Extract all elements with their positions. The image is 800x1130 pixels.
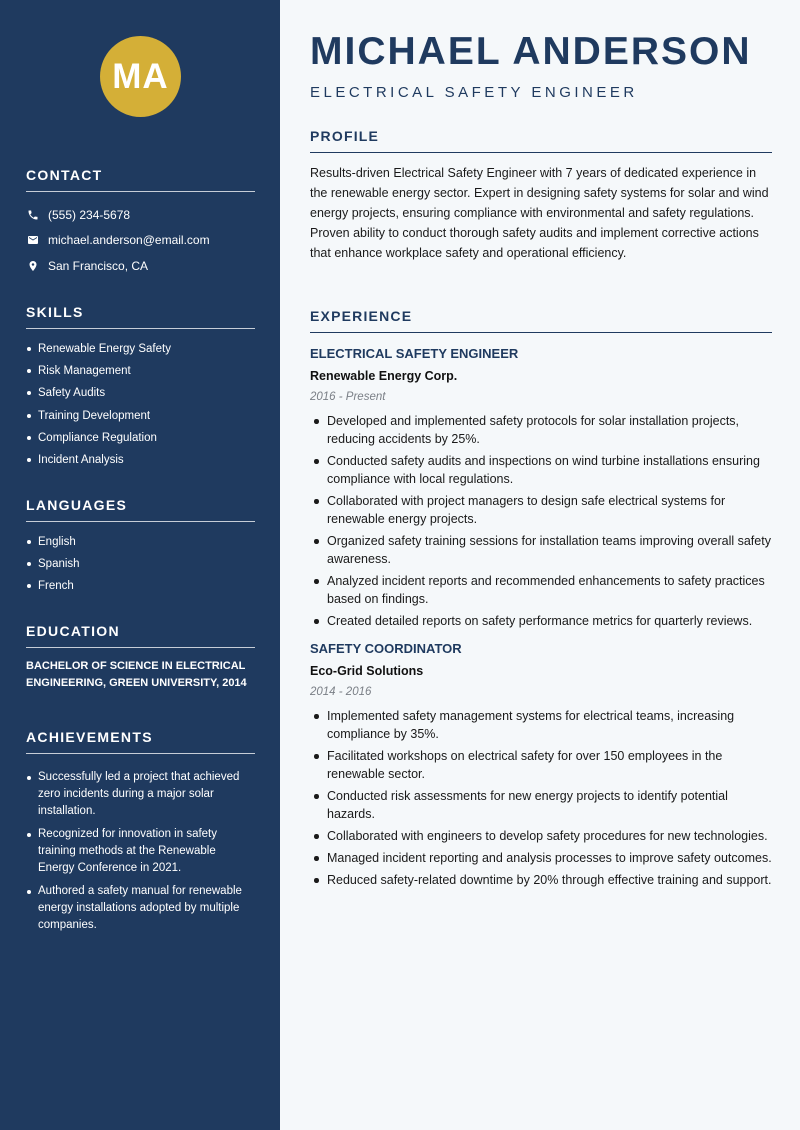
language-item: Spanish — [26, 553, 255, 575]
map-pin-icon — [26, 259, 40, 273]
achievement-item: Successfully led a project that achieved zero incidents during a major solar installation. — [26, 769, 255, 820]
job-role: SAFETY COORDINATOR — [310, 641, 462, 656]
skill-item: Incident Analysis — [26, 449, 255, 471]
skill-item: Risk Management — [26, 360, 255, 382]
phone-icon — [26, 208, 40, 222]
job-bullet: Organized safety training sessions for installation teams improving overall safety awareness. — [310, 532, 772, 568]
job-bullet: Conducted safety audits and inspections on wind turbine installations ensuring compliance with local regulations. — [310, 452, 772, 488]
job-bullet: Developed and implemented safety protocols for solar installation projects, reducing accidents by 25%. — [310, 412, 772, 448]
skills-heading: SKILLS — [26, 304, 255, 329]
job-company: Eco-Grid Solutions — [310, 664, 424, 678]
education-degree: BACHELOR OF SCIENCE IN ELECTRICAL ENGINEERING, GREEN UNIVERSITY, 2014 — [26, 660, 247, 689]
job-company: Renewable Energy Corp. — [310, 369, 458, 383]
language-item: French — [26, 575, 255, 597]
job-bullet: Reduced safety-related downtime by 20% through effective training and support. — [310, 871, 772, 889]
job-bullet: Collaborated with engineers to develop safety procedures for new technologies. — [310, 827, 772, 845]
experience-heading: EXPERIENCE — [310, 308, 772, 333]
achievement-item: Authored a safety manual for renewable energy installations adopted by multiple companies. — [26, 883, 255, 934]
job-role: ELECTRICAL SAFETY ENGINEER — [310, 346, 519, 361]
contact-section — [26, 167, 255, 279]
job-bullet: Analyzed incident reports and recommended enhancements to safety practices based on findings. — [310, 572, 772, 608]
profile-section — [310, 128, 772, 263]
job-bullet: Conducted risk assessments for new energy projects to identify potential hazards. — [310, 787, 772, 823]
contact-phone — [26, 202, 255, 228]
avatar-initials: MA — [112, 56, 169, 96]
candidate-name: MICHAEL ANDERSON — [310, 30, 752, 73]
location-text: San Francisco, CA — [48, 258, 149, 273]
achievements-section — [26, 729, 255, 940]
job-title-headline: ELECTRICAL SAFETY ENGINEER — [310, 84, 638, 101]
job-dates: 2014 - 2016 — [310, 686, 372, 698]
profile-heading: PROFILE — [310, 128, 772, 153]
languages-heading: LANGUAGES — [26, 497, 255, 522]
skill-item: Renewable Energy Safety — [26, 338, 255, 360]
contact-location — [26, 253, 255, 279]
job-bullet: Implemented safety management systems for electrical teams, increasing compliance by 35%. — [310, 707, 772, 743]
job-bullet: Collaborated with project managers to design safe electrical systems for renewable energy projects. — [310, 492, 772, 528]
languages-section — [26, 497, 255, 598]
contact-email — [26, 228, 255, 254]
profile-summary: Results-driven Electrical Safety Engineer with 7 years of dedicated experience in the renewable energy sector. Expert in designing safety systems for solar and wind energy projects, ensuring compliance with environmental and safety regulations. Proven ability to conduct thorough safety audits and implement corrective actions that enhance workplace safety and operational efficiency. — [310, 166, 769, 260]
achievements-heading: ACHIEVEMENTS — [26, 729, 255, 754]
phone-text: (555) 234-5678 — [48, 207, 131, 222]
job-bullet: Managed incident reporting and analysis processes to improve safety outcomes. — [310, 849, 772, 867]
skills-section — [26, 304, 255, 471]
experience-section — [310, 308, 772, 893]
skill-item: Safety Audits — [26, 382, 255, 404]
achievement-item: Recognized for innovation in safety training methods at the Renewable Energy Conference in 2021. — [26, 826, 255, 877]
sidebar — [0, 0, 280, 1130]
job-bullet: Created detailed reports on safety performance metrics for quarterly reviews. — [310, 612, 772, 630]
job-entry — [310, 345, 772, 630]
mail-icon — [26, 233, 40, 247]
contact-heading: CONTACT — [26, 167, 255, 192]
email-text: michael.anderson@email.com — [48, 233, 210, 248]
job-entry — [310, 640, 772, 889]
skill-item: Compliance Regulation — [26, 427, 255, 449]
skill-item: Training Development — [26, 405, 255, 427]
avatar — [100, 36, 181, 117]
job-bullet: Facilitated workshops on electrical safety for over 150 employees in the renewable sector. — [310, 747, 772, 783]
education-section — [26, 623, 255, 692]
language-item: English — [26, 531, 255, 553]
job-dates: 2016 - Present — [310, 391, 386, 403]
education-heading: EDUCATION — [26, 623, 255, 648]
